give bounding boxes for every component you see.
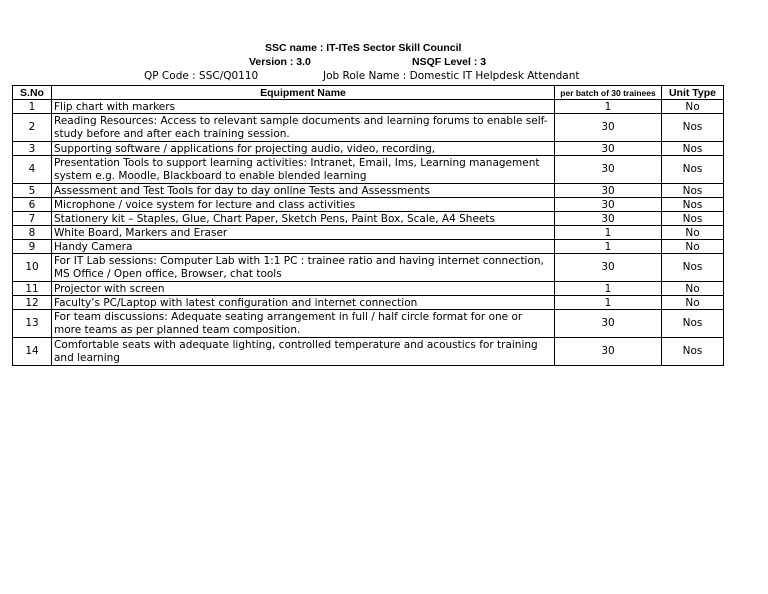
row-sno: 5 bbox=[13, 184, 52, 198]
ssc-name: SSC name : IT-ITeS Sector Skill Council bbox=[265, 42, 462, 54]
row-equipment-name: Handy Camera bbox=[52, 240, 555, 254]
table-body bbox=[13, 100, 724, 366]
version: Version : 3.0 bbox=[249, 56, 311, 68]
row-quantity: 30 bbox=[555, 212, 662, 226]
row-equipment-name: Stationery kit – Staples, Glue, Chart Paper, Sketch Pens, Paint Box, Scale, A4 Sheets bbox=[52, 212, 555, 226]
qp-code: QP Code : SSC/Q0110 bbox=[144, 70, 259, 82]
table-row bbox=[13, 198, 724, 212]
row-equipment-name: Comfortable seats with adequate lighting, controlled temperature and acoustics for training and learning bbox=[52, 338, 555, 366]
row-unit-type: No bbox=[662, 240, 724, 254]
col-header-equipment-name: Equipment Name bbox=[52, 86, 555, 100]
table-row bbox=[13, 142, 724, 156]
row-unit-type: Nos bbox=[662, 184, 724, 198]
row-unit-type: Nos bbox=[662, 212, 724, 226]
col-header-per-batch: per batch of 30 trainees bbox=[555, 86, 662, 100]
row-unit-type: Nos bbox=[662, 198, 724, 212]
table-row bbox=[13, 240, 724, 254]
row-unit-type: Nos bbox=[662, 114, 724, 142]
row-quantity: 30 bbox=[555, 310, 662, 338]
col-header-sno: S.No bbox=[13, 86, 52, 100]
row-unit-type: No bbox=[662, 100, 724, 114]
row-sno: 10 bbox=[13, 254, 52, 282]
row-sno: 8 bbox=[13, 226, 52, 240]
row-sno: 1 bbox=[13, 100, 52, 114]
row-unit-type: Nos bbox=[662, 338, 724, 366]
row-sno: 6 bbox=[13, 198, 52, 212]
row-equipment-name: White Board, Markers and Eraser bbox=[52, 226, 555, 240]
table-row bbox=[13, 184, 724, 198]
nsqf-level: NSQF Level : 3 bbox=[412, 56, 487, 68]
row-sno: 13 bbox=[13, 310, 52, 338]
row-unit-type: Nos bbox=[662, 254, 724, 282]
table-row bbox=[13, 254, 724, 282]
row-unit-type: No bbox=[662, 282, 724, 296]
row-equipment-name: Faculty’s PC/Laptop with latest configuration and internet connection bbox=[52, 296, 555, 310]
table-row bbox=[13, 282, 724, 296]
row-quantity: 1 bbox=[555, 296, 662, 310]
row-equipment-name: Supporting software / applications for projecting audio, video, recording, bbox=[52, 142, 555, 156]
table-row bbox=[13, 310, 724, 338]
row-equipment-name: Microphone / voice system for lecture and class activities bbox=[52, 198, 555, 212]
row-quantity: 30 bbox=[555, 114, 662, 142]
row-quantity: 1 bbox=[555, 282, 662, 296]
row-sno: 9 bbox=[13, 240, 52, 254]
table-row bbox=[13, 226, 724, 240]
row-equipment-name: Assessment and Test Tools for day to day online Tests and Assessments bbox=[52, 184, 555, 198]
row-quantity: 1 bbox=[555, 226, 662, 240]
row-equipment-name: Presentation Tools to support learning activities: Intranet, Email, Ims, Learning management system e.g. Moodle, Blackboard to enable blended learning bbox=[52, 156, 555, 184]
row-unit-type: Nos bbox=[662, 156, 724, 184]
table-row bbox=[13, 212, 724, 226]
row-quantity: 30 bbox=[555, 184, 662, 198]
row-equipment-name: Projector with screen bbox=[52, 282, 555, 296]
row-sno: 14 bbox=[13, 338, 52, 366]
row-equipment-name: Reading Resources: Access to relevant sample documents and learning forums to enable self-study before and after each training session. bbox=[52, 114, 555, 142]
row-unit-type: No bbox=[662, 226, 724, 240]
row-sno: 11 bbox=[13, 282, 52, 296]
row-unit-type: Nos bbox=[662, 310, 724, 338]
row-quantity: 30 bbox=[555, 338, 662, 366]
row-sno: 7 bbox=[13, 212, 52, 226]
row-quantity: 30 bbox=[555, 142, 662, 156]
row-unit-type: Nos bbox=[662, 142, 724, 156]
table-row bbox=[13, 100, 724, 114]
row-equipment-name: For team discussions: Adequate seating arrangement in full / half circle format for one or more teams as per planned team composition. bbox=[52, 310, 555, 338]
row-equipment-name: For IT Lab sessions: Computer Lab with 1:1 PC : trainee ratio and having internet connection, MS Office / Open office, Browser, chat tools bbox=[52, 254, 555, 282]
row-unit-type: No bbox=[662, 296, 724, 310]
row-sno: 12 bbox=[13, 296, 52, 310]
row-quantity: 30 bbox=[555, 156, 662, 184]
job-role-name: Job Role Name : Domestic IT Helpdesk Attendant bbox=[323, 70, 580, 82]
row-quantity: 30 bbox=[555, 254, 662, 282]
row-quantity: 30 bbox=[555, 198, 662, 212]
table-header-row bbox=[13, 86, 724, 100]
table-row bbox=[13, 114, 724, 142]
row-sno: 4 bbox=[13, 156, 52, 184]
row-quantity: 1 bbox=[555, 240, 662, 254]
table-row bbox=[13, 338, 724, 366]
row-sno: 3 bbox=[13, 142, 52, 156]
row-quantity: 1 bbox=[555, 100, 662, 114]
equipment-table bbox=[12, 85, 724, 366]
table-row bbox=[13, 156, 724, 184]
row-equipment-name: Flip chart with markers bbox=[52, 100, 555, 114]
table-row bbox=[13, 296, 724, 310]
col-header-unit-type: Unit Type bbox=[662, 86, 724, 100]
row-sno: 2 bbox=[13, 114, 52, 142]
